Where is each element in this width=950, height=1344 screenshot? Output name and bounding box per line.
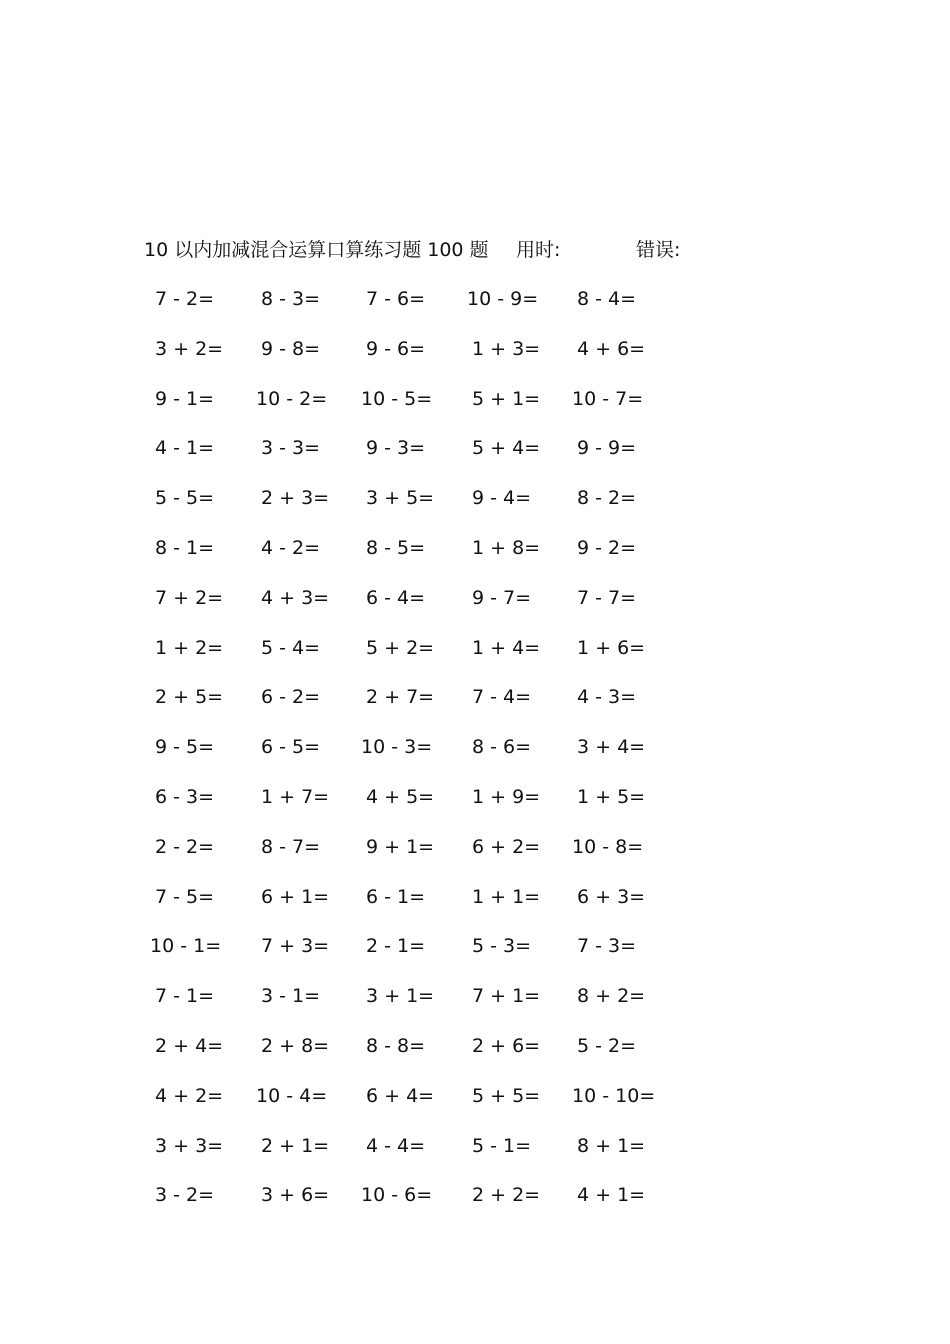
math-problem: 8 - 2= (577, 487, 637, 510)
problem-row (0, 782, 950, 832)
math-problem: 9 - 6= (366, 337, 426, 360)
math-problem: 2 + 5= (155, 686, 224, 709)
math-problem: 3 - 3= (261, 437, 321, 460)
math-problem: 9 - 4= (472, 487, 532, 510)
math-problem: 10 - 8= (572, 835, 644, 858)
math-problem: 1 + 5= (577, 786, 646, 808)
math-problem: 5 + 1= (472, 387, 541, 410)
math-problem: 6 - 1= (366, 885, 426, 908)
math-problem: 4 + 2= (155, 1084, 224, 1107)
problem-row (0, 732, 950, 782)
problem-row (0, 583, 950, 633)
problem-row (0, 882, 950, 932)
math-problem: 9 - 1= (155, 387, 215, 410)
math-problem: 1 + 6= (577, 636, 646, 659)
math-problem: 7 + 2= (155, 586, 224, 609)
math-problem: 8 - 6= (472, 736, 532, 759)
math-problem: 9 - 9= (577, 437, 637, 460)
math-problem: 1 + 7= (261, 786, 330, 808)
math-problem: 10 - 10= (572, 1084, 656, 1107)
math-problem: 10 - 4= (256, 1084, 328, 1107)
math-problem: 6 - 3= (155, 786, 215, 808)
math-problem: 4 - 4= (366, 1134, 426, 1157)
problem-row (0, 633, 950, 683)
math-problem: 2 + 1= (261, 1134, 330, 1157)
math-problem: 3 + 3= (155, 1134, 224, 1157)
math-problem: 10 - 9= (467, 288, 539, 310)
errors-label: 错误: (636, 239, 681, 261)
problem-row (0, 334, 950, 384)
math-problem: 1 + 9= (472, 786, 541, 808)
problem-row (0, 483, 950, 533)
math-problem: 1 + 2= (155, 636, 224, 659)
problem-row (0, 1131, 950, 1181)
math-problem: 9 + 1= (366, 835, 435, 858)
worksheet-title: 10 以内加减混合运算口算练习题 100 题 (144, 239, 489, 261)
problem-row (0, 284, 950, 334)
math-problem: 9 - 2= (577, 537, 637, 559)
math-problem: 2 + 8= (261, 1035, 330, 1057)
math-problem: 2 - 1= (366, 935, 426, 958)
math-problem: 2 + 4= (155, 1035, 224, 1057)
math-problem: 1 + 1= (472, 885, 541, 908)
math-problem: 7 - 2= (155, 288, 215, 310)
math-problem: 6 + 4= (366, 1084, 435, 1107)
math-problem: 8 - 3= (261, 288, 321, 310)
math-problem: 3 + 2= (155, 337, 224, 360)
math-problem: 10 - 3= (361, 736, 433, 759)
math-problem: 5 - 5= (155, 487, 215, 510)
math-problem: 8 - 5= (366, 537, 426, 559)
math-problem: 7 - 5= (155, 885, 215, 908)
math-problem: 8 + 2= (577, 985, 646, 1008)
problem-row (0, 1031, 950, 1081)
math-problem: 2 + 3= (261, 487, 330, 510)
math-problem: 10 - 5= (361, 387, 433, 410)
math-problem: 10 - 1= (150, 935, 222, 958)
math-problem: 5 - 3= (472, 935, 532, 958)
math-problem: 8 - 1= (155, 537, 215, 559)
math-problem: 4 + 5= (366, 786, 435, 808)
math-problem: 4 - 1= (155, 437, 215, 460)
math-problem: 6 - 5= (261, 736, 321, 759)
math-problem: 7 - 6= (366, 288, 426, 310)
math-problem: 7 + 1= (472, 985, 541, 1008)
math-problem: 8 - 7= (261, 835, 321, 858)
math-problem: 5 - 1= (472, 1134, 532, 1157)
math-problem: 7 - 7= (577, 586, 637, 609)
math-problem: 9 - 3= (366, 437, 426, 460)
math-problem: 3 + 5= (366, 487, 435, 510)
math-problem: 5 + 5= (472, 1084, 541, 1107)
math-problem: 7 - 1= (155, 985, 215, 1008)
math-problem: 6 + 2= (472, 835, 541, 858)
problem-row (0, 832, 950, 882)
problem-row (0, 533, 950, 583)
problem-row (0, 682, 950, 732)
math-problem: 10 - 2= (256, 387, 328, 410)
math-problem: 2 + 7= (366, 686, 435, 709)
math-problem: 7 + 3= (261, 935, 330, 958)
math-problem: 7 - 3= (577, 935, 637, 958)
math-problem: 10 - 6= (361, 1184, 433, 1207)
math-problem: 2 + 2= (472, 1184, 541, 1207)
time-used-label: 用时: (516, 239, 561, 261)
math-problem: 2 + 6= (472, 1035, 541, 1057)
math-problem: 4 + 3= (261, 586, 330, 609)
math-problem: 7 - 4= (472, 686, 532, 709)
problem-row (0, 1081, 950, 1131)
math-problem: 8 + 1= (577, 1134, 646, 1157)
math-problem: 6 + 3= (577, 885, 646, 908)
math-problem: 2 - 2= (155, 835, 215, 858)
math-problem: 1 + 4= (472, 636, 541, 659)
math-problem: 9 - 8= (261, 337, 321, 360)
math-problem: 1 + 3= (472, 337, 541, 360)
math-problem: 3 - 1= (261, 985, 321, 1008)
math-problem: 6 - 4= (366, 586, 426, 609)
math-problem: 4 - 2= (261, 537, 321, 559)
math-problem: 5 - 4= (261, 636, 321, 659)
problem-row (0, 433, 950, 483)
math-problem: 5 + 4= (472, 437, 541, 460)
math-problem: 3 + 6= (261, 1184, 330, 1207)
math-problem: 4 + 1= (577, 1184, 646, 1207)
math-problem: 3 + 4= (577, 736, 646, 759)
problem-row (0, 981, 950, 1031)
math-problem: 6 - 2= (261, 686, 321, 709)
math-problem: 5 - 2= (577, 1035, 637, 1057)
math-problem: 4 + 6= (577, 337, 646, 360)
math-problem: 3 - 2= (155, 1184, 215, 1207)
math-problem: 9 - 7= (472, 586, 532, 609)
math-problem: 4 - 3= (577, 686, 637, 709)
math-problem: 10 - 7= (572, 387, 644, 410)
math-problem: 8 - 8= (366, 1035, 426, 1057)
math-problem: 1 + 8= (472, 537, 541, 559)
problem-row (0, 384, 950, 434)
math-problem: 3 + 1= (366, 985, 435, 1008)
math-problem: 6 + 1= (261, 885, 330, 908)
problem-row (0, 931, 950, 981)
problem-row (0, 1180, 950, 1230)
math-problem: 5 + 2= (366, 636, 435, 659)
math-problem: 8 - 4= (577, 288, 637, 310)
math-problem: 9 - 5= (155, 736, 215, 759)
